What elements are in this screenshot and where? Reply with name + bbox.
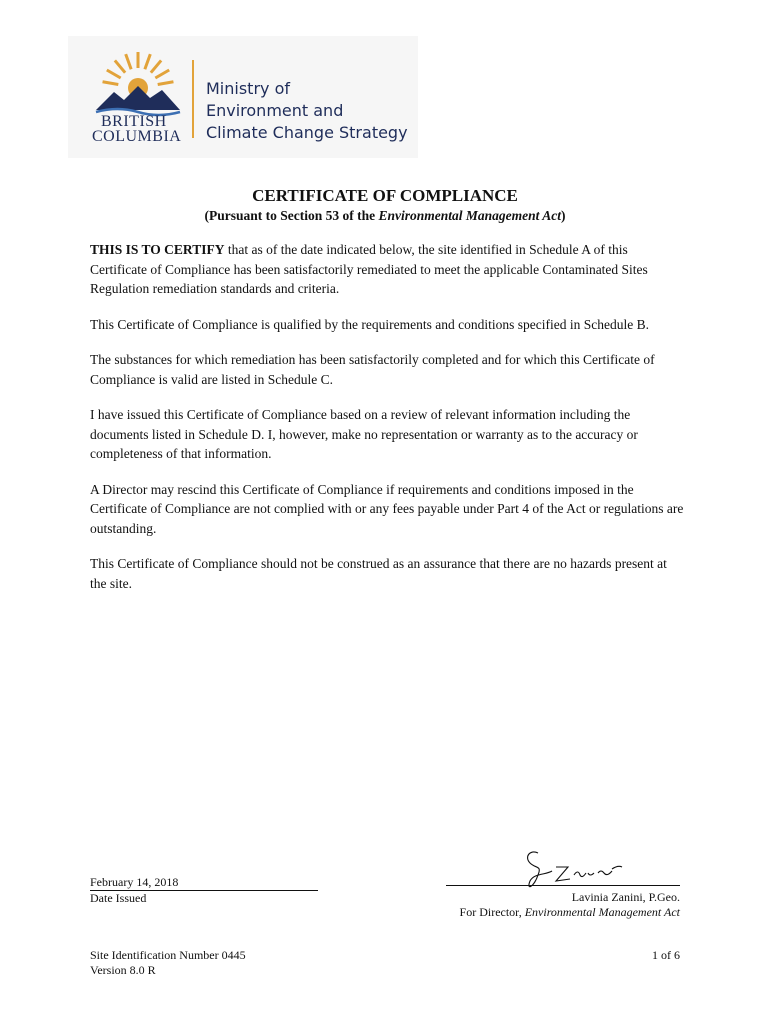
paragraph-schedule-d: I have issued this Certificate of Compliance based on a review of relevant information including the documents listed in Schedule D. I, however, make no representation or warranty as to the accuracy or completeness of that information. xyxy=(90,407,638,461)
certify-lead: THIS IS TO CERTIFY xyxy=(90,242,225,257)
paragraph-certify xyxy=(90,240,686,299)
certificate-body xyxy=(90,240,686,609)
ministry-line: Climate Change Strategy xyxy=(206,123,408,142)
logo-text-columbia: COLUMBIA xyxy=(92,128,182,145)
paragraph-schedule-b: This Certificate of Compliance is qualified by the requirements and conditions specified in Schedule B. xyxy=(90,316,649,332)
subtitle-act: Environmental Management Act xyxy=(378,208,562,223)
paragraph-rescind: A Director may rescind this Certificate of Compliance if requirements and conditions imposed in the Certificate of Compliance are not complied with or any fees payable under Part 4 of the Act or regulations are outstanding. xyxy=(90,481,684,536)
signer-role xyxy=(460,904,680,920)
paragraph-hazards: This Certificate of Compliance should not be construed as an assurance that there are no hazards present at the site. xyxy=(90,556,667,591)
signer-name: Lavinia Zanini, P.Geo. xyxy=(571,890,680,904)
document-title: CERTIFICATE OF COMPLIANCE xyxy=(252,186,518,205)
ministry-line: Ministry of xyxy=(206,79,290,98)
signature-line xyxy=(446,885,680,886)
subtitle-suffix: ) xyxy=(561,208,566,223)
handwritten-signature xyxy=(516,845,636,895)
version-label: Version 8.0 R xyxy=(90,963,156,977)
ministry-line: Environment and xyxy=(206,101,344,120)
logo-divider xyxy=(192,60,194,138)
signer-role-prefix: For Director, xyxy=(459,905,525,919)
ministry-name xyxy=(206,78,408,144)
date-issued-block xyxy=(90,875,318,906)
date-issued-label: Date Issued xyxy=(90,891,147,905)
logo-text-british: BRITISH xyxy=(101,113,167,130)
subtitle-prefix: (Pursuant to Section 53 of the xyxy=(204,208,379,223)
issue-date: February 14, 2018 xyxy=(90,875,318,891)
ministry-logo xyxy=(68,36,418,158)
site-identification: Site Identification Number 0445 xyxy=(90,948,246,962)
bc-sun-mountain-logo-icon xyxy=(88,50,188,118)
footer-info xyxy=(90,948,246,978)
paragraph-schedule-c: The substances for which remediation has been satisfactorily completed and for which this Certificate of Compliance is valid are listed in Schedule C. xyxy=(90,352,655,387)
document-subtitle xyxy=(0,208,770,224)
certify-text: that as of the date indicated below, the site identified in Schedule A of this Certificate of Compliance has been satisfactorily remediated to meet the applicable Contaminated Sites Regulation remediation standards and criteria. xyxy=(90,242,648,296)
page-number: 1 of 6 xyxy=(652,948,680,962)
signer-role-act: Environmental Management Act xyxy=(524,905,680,919)
